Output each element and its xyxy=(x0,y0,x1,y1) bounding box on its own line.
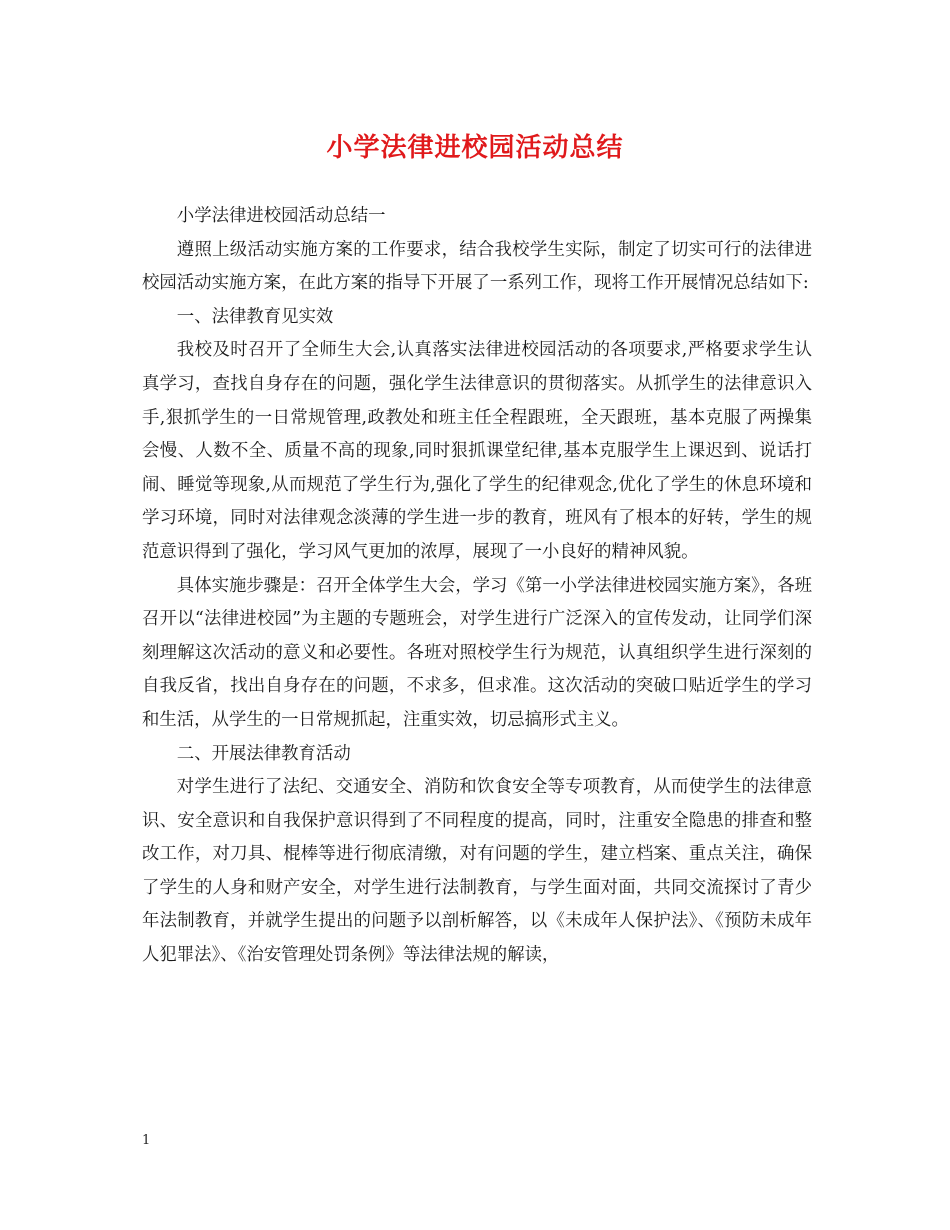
paragraph-intro: 遵照上级活动实施方案的工作要求，结合我校学生实际，制定了切实可行的法律进校园活动实施方案，在此方案的指导下开展了一系列工作，现将工作开展情况总结如下: xyxy=(142,239,812,294)
section-heading-2: 二、开展法律教育活动 xyxy=(176,743,351,764)
paragraph-section-2: 对学生进行了法纪、交通安全、消防和饮食安全等专项教育，从而使学生的法律意识、安全意识和自我保护意识得到了不同程度的提高，同时，注重安全隐患的排查和整改工作，对刀具、棍棒等进行彻底清缴，对有问题的学生，建立档案、重点关注，确保了学生的人身和财产安全，对学生进行法制教育，与学生面对面，共同交流探讨了青少年法制教育，并就学生提出的问题予以剖析解答，以《未成年人保护法》、《预防未成年人犯罪法》、《治安管理处罚条例》等法律法规的解读， xyxy=(142,777,812,966)
paragraph-section-1: 我校及时召开了全师生大会,认真落实法律进校园活动的各项要求,严格要求学生认真学习，查找自身存在的问题，强化学生法律意识的贯彻落实。从抓学生的法律意识入手,狠抓学生的一日常规管理,政教处和班主任全程跟班，全天跟班，基本克服了两操集会慢、人数不全、质量不高的现象,同时狠抓课堂纪律,基本克服学生上课迟到、说话打闹、睡觉等现象,从而规范了学生行为,强化了学生的纪律观念,优化了学生的休息环境和学习环境，同时对法律观念淡薄的学生进一步的教育，班风有了根本的好转，学生的规范意识得到了强化，学习风气更加的浓厚，展现了一小良好的精神风貌。 xyxy=(142,340,812,562)
paragraph-steps: 具体实施步骤是：召开全体学生大会，学习《第一小学法律进校园实施方案》，各班召开以“法律进校园”为主题的专题班会，对学生进行广泛深入的宣传发动，让同学们深刻理解这次活动的意义和必要性。各班对照校学生行为规范，认真组织学生进行深刻的自我反省，找出自身存在的问题，不求多，但求准。这次活动的突破口贴近学生的学习和生活，从学生的一日常规抓起，注重实效，切忌搞形式主义。 xyxy=(142,575,812,730)
document-title: 小学法律进校园活动总结 xyxy=(326,133,624,163)
document-body xyxy=(142,200,812,973)
section-heading-1: 一、法律教育见实效 xyxy=(176,306,334,327)
page-number: 1 xyxy=(142,1133,151,1148)
section-subtitle: 小学法律进校园活动总结一 xyxy=(176,206,386,226)
